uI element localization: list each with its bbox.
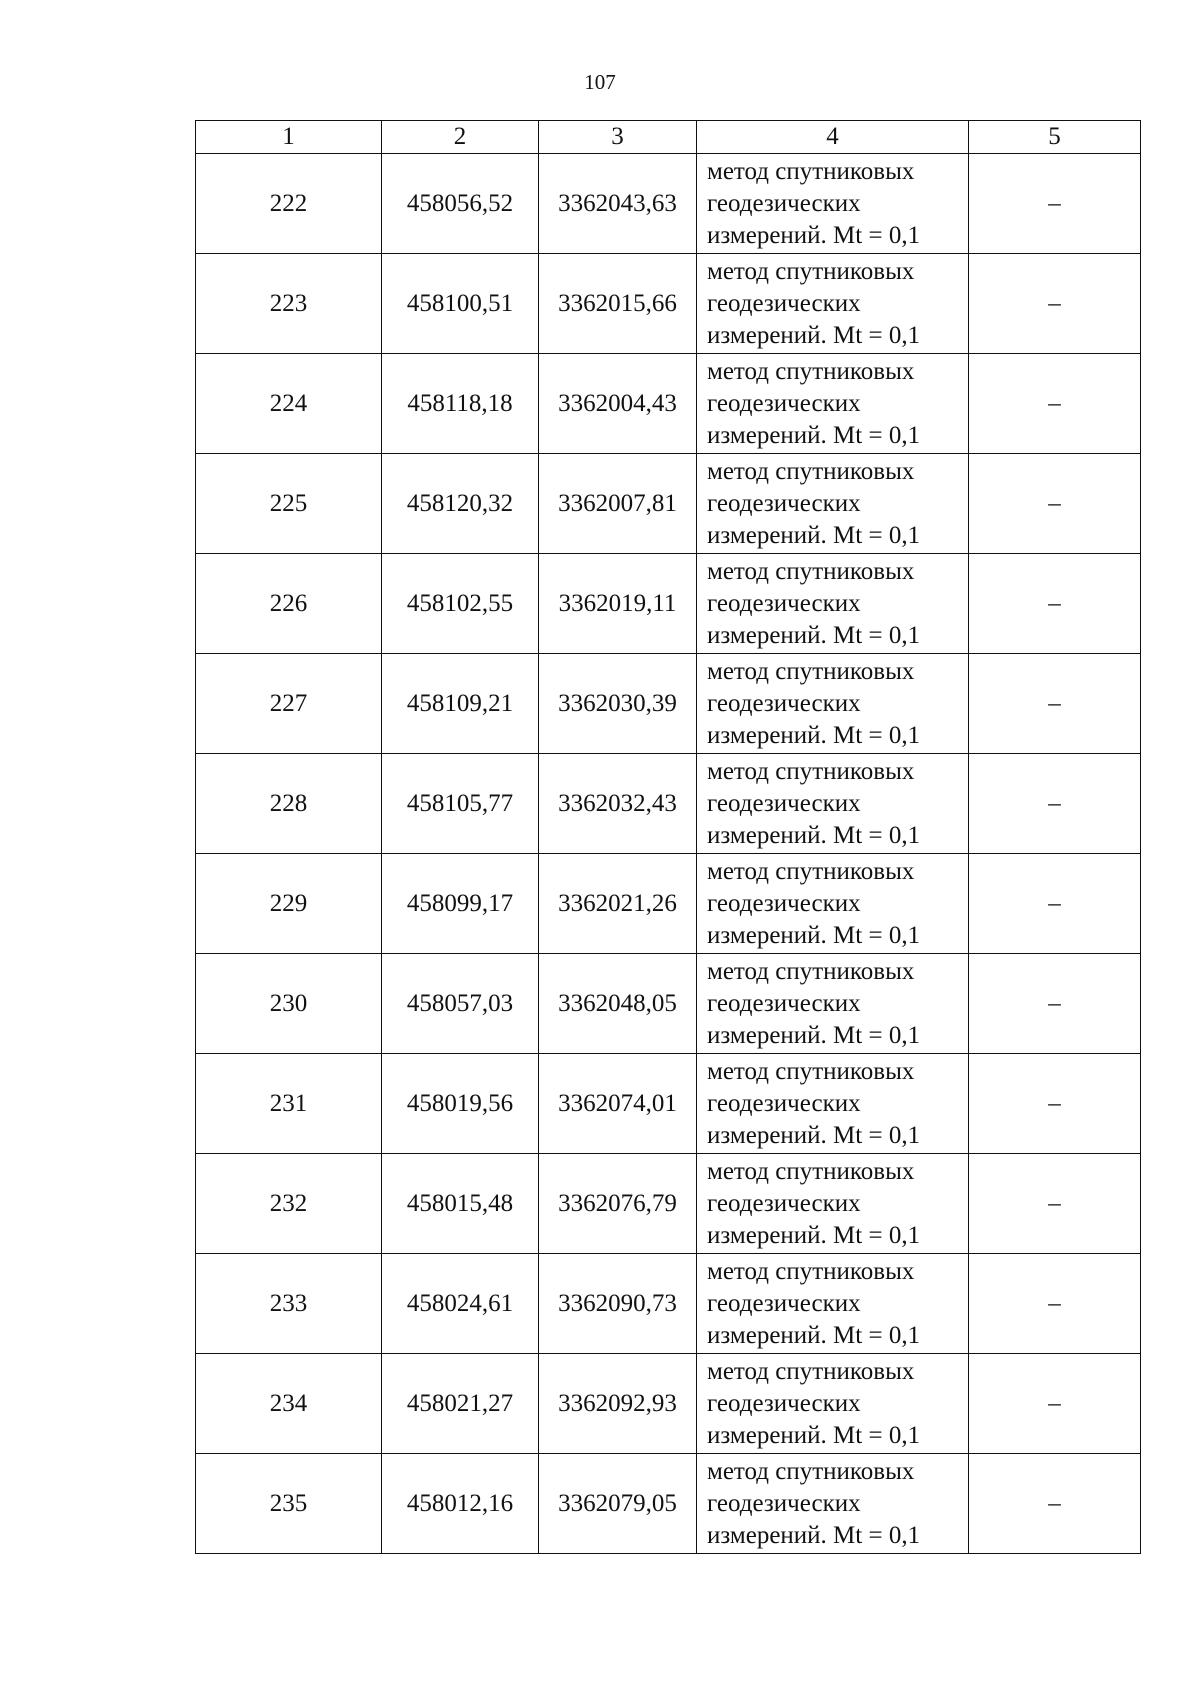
y-coordinate-cell: 3362032,43: [539, 754, 697, 854]
y-coordinate-cell: 3362021,26: [539, 854, 697, 954]
coordinates-table: [195, 120, 1141, 1554]
method-cell: [697, 1354, 969, 1454]
method-line: измерений. Mt = 0,1: [707, 1021, 921, 1049]
note-cell: –: [969, 1054, 1141, 1154]
table-row: [196, 154, 1141, 254]
method-cell: [697, 1254, 969, 1354]
x-coordinate-cell: 458019,56: [382, 1054, 539, 1154]
x-coordinate-cell: 458021,27: [382, 1354, 539, 1454]
method-cell: [697, 354, 969, 454]
table-row: [196, 1154, 1141, 1254]
method-line: метод спутниковых: [707, 1057, 915, 1085]
y-coordinate-cell: 3362004,43: [539, 354, 697, 454]
method-line: геодезических: [707, 1489, 861, 1517]
method-line: метод спутниковых: [707, 1357, 915, 1385]
note-cell: –: [969, 654, 1141, 754]
y-coordinate-cell: 3362015,66: [539, 254, 697, 354]
method-line: измерений. Mt = 0,1: [707, 1121, 921, 1149]
method-line: метод спутниковых: [707, 557, 915, 585]
method-cell: [697, 1054, 969, 1154]
method-line: метод спутниковых: [707, 357, 915, 385]
method-line: метод спутниковых: [707, 857, 915, 885]
table-row: [196, 954, 1141, 1054]
method-line: измерений. Mt = 0,1: [707, 221, 921, 249]
table-row: [196, 554, 1141, 654]
point-number-cell: 232: [196, 1154, 382, 1254]
point-number-cell: 233: [196, 1254, 382, 1354]
x-coordinate-cell: 458120,32: [382, 454, 539, 554]
y-coordinate-cell: 3362079,05: [539, 1454, 697, 1554]
note-cell: –: [969, 854, 1141, 954]
table-header: [196, 121, 1141, 154]
note-cell: –: [969, 954, 1141, 1054]
method-line: измерений. Mt = 0,1: [707, 1521, 921, 1549]
note-cell: –: [969, 754, 1141, 854]
y-coordinate-cell: 3362074,01: [539, 1054, 697, 1154]
method-line: метод спутниковых: [707, 257, 915, 285]
method-line: измерений. Mt = 0,1: [707, 321, 921, 349]
x-coordinate-cell: 458100,51: [382, 254, 539, 354]
x-coordinate-cell: 458105,77: [382, 754, 539, 854]
method-line: геодезических: [707, 789, 861, 817]
method-line: метод спутниковых: [707, 157, 915, 185]
method-line: метод спутниковых: [707, 1157, 915, 1185]
table-row: [196, 1354, 1141, 1454]
note-cell: –: [969, 1154, 1141, 1254]
y-coordinate-cell: 3362092,93: [539, 1354, 697, 1454]
method-line: геодезических: [707, 489, 861, 517]
method-line: метод спутниковых: [707, 957, 915, 985]
table-row: [196, 654, 1141, 754]
x-coordinate-cell: 458015,48: [382, 1154, 539, 1254]
y-coordinate-cell: 3362076,79: [539, 1154, 697, 1254]
table-row: [196, 1254, 1141, 1354]
point-number-cell: 234: [196, 1354, 382, 1454]
point-number-cell: 235: [196, 1454, 382, 1554]
y-coordinate-cell: 3362007,81: [539, 454, 697, 554]
method-line: геодезических: [707, 589, 861, 617]
point-number-cell: 230: [196, 954, 382, 1054]
method-line: геодезических: [707, 289, 861, 317]
method-line: геодезических: [707, 1189, 861, 1217]
method-line: измерений. Mt = 0,1: [707, 421, 921, 449]
method-cell: [697, 154, 969, 254]
method-cell: [697, 654, 969, 754]
method-line: измерений. Mt = 0,1: [707, 821, 921, 849]
note-cell: –: [969, 1254, 1141, 1354]
point-number-cell: 224: [196, 354, 382, 454]
y-coordinate-cell: 3362090,73: [539, 1254, 697, 1354]
note-cell: –: [969, 154, 1141, 254]
method-line: измерений. Mt = 0,1: [707, 1321, 921, 1349]
method-line: измерений. Mt = 0,1: [707, 921, 921, 949]
method-cell: [697, 254, 969, 354]
header-cell-2: 2: [382, 121, 539, 154]
note-cell: –: [969, 254, 1141, 354]
x-coordinate-cell: 458057,03: [382, 954, 539, 1054]
method-line: геодезических: [707, 989, 861, 1017]
point-number-cell: 225: [196, 454, 382, 554]
method-cell: [697, 954, 969, 1054]
x-coordinate-cell: 458012,16: [382, 1454, 539, 1554]
method-line: геодезических: [707, 1089, 861, 1117]
method-cell: [697, 554, 969, 654]
header-cell-4: 4: [697, 121, 969, 154]
x-coordinate-cell: 458102,55: [382, 554, 539, 654]
table-row: [196, 454, 1141, 554]
point-number-cell: 228: [196, 754, 382, 854]
note-cell: –: [969, 554, 1141, 654]
method-cell: [697, 454, 969, 554]
note-cell: –: [969, 454, 1141, 554]
header-cell-5: 5: [969, 121, 1141, 154]
note-cell: –: [969, 354, 1141, 454]
table-row: [196, 1454, 1141, 1554]
method-cell: [697, 1454, 969, 1554]
method-line: геодезических: [707, 889, 861, 917]
note-cell: –: [969, 1454, 1141, 1554]
method-line: метод спутниковых: [707, 1257, 915, 1285]
method-line: измерений. Mt = 0,1: [707, 721, 921, 749]
header-row: [196, 121, 1141, 154]
method-line: геодезических: [707, 689, 861, 717]
x-coordinate-cell: 458099,17: [382, 854, 539, 954]
table-row: [196, 1054, 1141, 1154]
header-cell-1: 1: [196, 121, 382, 154]
header-cell-3: 3: [539, 121, 697, 154]
y-coordinate-cell: 3362030,39: [539, 654, 697, 754]
table-row: [196, 854, 1141, 954]
point-number-cell: 223: [196, 254, 382, 354]
method-line: метод спутниковых: [707, 757, 915, 785]
y-coordinate-cell: 3362019,11: [539, 554, 697, 654]
table-body: [196, 154, 1141, 1554]
point-number-cell: 226: [196, 554, 382, 654]
x-coordinate-cell: 458109,21: [382, 654, 539, 754]
method-line: измерений. Mt = 0,1: [707, 521, 921, 549]
method-line: измерений. Mt = 0,1: [707, 621, 921, 649]
point-number-cell: 227: [196, 654, 382, 754]
method-line: геодезических: [707, 1389, 861, 1417]
note-cell: –: [969, 1354, 1141, 1454]
table-row: [196, 754, 1141, 854]
method-line: геодезических: [707, 189, 861, 217]
x-coordinate-cell: 458024,61: [382, 1254, 539, 1354]
point-number-cell: 222: [196, 154, 382, 254]
method-line: метод спутниковых: [707, 657, 915, 685]
table-row: [196, 354, 1141, 454]
x-coordinate-cell: 458118,18: [382, 354, 539, 454]
y-coordinate-cell: 3362043,63: [539, 154, 697, 254]
x-coordinate-cell: 458056,52: [382, 154, 539, 254]
method-line: измерений. Mt = 0,1: [707, 1221, 921, 1249]
point-number-cell: 229: [196, 854, 382, 954]
method-cell: [697, 754, 969, 854]
method-line: геодезических: [707, 1289, 861, 1317]
method-line: измерений. Mt = 0,1: [707, 1421, 921, 1449]
y-coordinate-cell: 3362048,05: [539, 954, 697, 1054]
method-cell: [697, 854, 969, 954]
method-line: метод спутниковых: [707, 1457, 915, 1485]
page-number: 107: [584, 70, 616, 94]
method-cell: [697, 1154, 969, 1254]
point-number-cell: 231: [196, 1054, 382, 1154]
table-row: [196, 254, 1141, 354]
method-line: геодезических: [707, 389, 861, 417]
method-line: метод спутниковых: [707, 457, 915, 485]
